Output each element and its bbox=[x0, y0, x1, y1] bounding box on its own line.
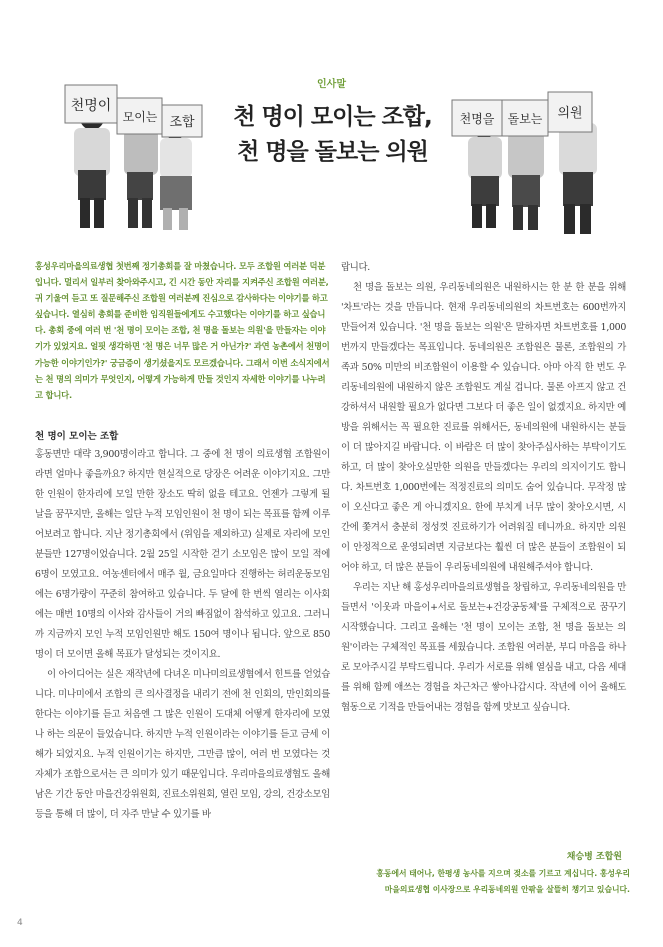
body-paragraph: 랍니다. bbox=[341, 262, 370, 273]
left-column bbox=[35, 445, 330, 825]
author-name: 채승병 조합원 bbox=[566, 852, 622, 862]
author-bio-line: 홍동에서 태어나, 한평생 농사를 지으며 젖소를 기르고 계십니다. 홍성우리 bbox=[376, 869, 630, 878]
headline-line-2: 천 명을 돌보는 의원 bbox=[237, 139, 428, 165]
sign-left-1 bbox=[65, 85, 117, 123]
body-paragraph: 우리는 지난 해 홍성우리마을의료생협을 창립하고, 우리동네의원을 만들면서 '이웃과 마을이+서로 돌보는+건강공동체'를 구체적으로 꿈꾸기 시작했습니다. 그리고 올해는 '천 명이 모이는 조합, 천 명을 돌보는 의원'이라는 구체적인 목표를 세웠습니다. 조합원 여러분, 부디 마음을 하나로 모아주시길 부탁드립니다. 우리가 서로를 위해 열심을 내고, 다음 세대를 위해 함께 애쓰는 경험을 차근차근 쌓아나갑시다. 작년에 이어 올해도 협동으로 기적을 만들어내는 경험을 함께 맛보고 싶습니다. bbox=[341, 582, 626, 713]
headline bbox=[195, 100, 470, 170]
sign-right-3-text: 의원 bbox=[557, 106, 583, 121]
sign-left-3-text: 조합 bbox=[169, 115, 195, 130]
body-paragraph: 홍동면만 대략 3,900명이라고 합니다. 그 중에 천 명이 의료생협 조합원이라면 얼마나 좋을까요? 하지만 현실적으로 당장은 어려운 이야기지요. 그만한 인원이 한자리에 모일 만한 장소도 딱히 없을 테고요. 언젠가 그렇게 될 날을 꿈꾸지만, 올해는 일단 누적 모임인원이 천 명이 되는 목표를 함께 이루어보려고 합니다. 지난 정기총회에서 (위임을 제외하고) 실제로 자리에 모인 분들만 127명이었습니다. 2월 25일 시작한 걷기 소모임은 많이 모일 적에 6명이 모였고요. 여농센터에서 매주 월, 금요일마다 진행하는 허리운동모임에는 6명가량이 꾸준히 참여하고 있습니다. 두 달에 한 번씩 열리는 이사회에는 매번 10명의 이사와 감사들이 거의 빠짐없이 참석하고 있고요. 그러니까 지금까지 모인 누적 모임인원만 해도 150여 명이나 됩니다. 앞으로 850명이 더 모이면 올해 목표가 달성되는 것이지요. bbox=[35, 449, 330, 660]
sign-right-2-text: 돌보는 bbox=[507, 112, 543, 126]
sign-left-2 bbox=[117, 98, 162, 134]
sign-right-3 bbox=[548, 92, 592, 132]
headline-line-1: 천 명이 모이는 조합, bbox=[233, 104, 432, 130]
author-bio-line: 마을의료생협 이사장으로 우리동네의원 안팎을 살뜰히 챙기고 있습니다. bbox=[384, 885, 630, 894]
sign-right-1-text: 천명을 bbox=[459, 112, 495, 126]
sign-right-2 bbox=[502, 100, 548, 136]
page-number: 4 bbox=[17, 918, 23, 928]
body-paragraph: 천 명을 돌보는 의원, 우리동네의원은 내원하시는 한 분 한 분을 위해 '차트'라는 것을 만듭니다. 현재 우리동네의원의 차트번호는 600번까지 만들어져 있습니다. '천 명을 돌보는 의원'은 말하자면 차트번호를 1,000번까지 만들겠다는 목표입니다. 동네의원은 조합원은 물론, 조합원의 가족과 50% 미만의 비조합원이 이용할 수 있습니다. 아마 아직 한 번도 우리동네의원에 내원하지 않은 조합원도 계실 겁니다. 물론 아프지 않고 건강하셔서 내원할 필요가 없다면 그보다 더 좋은 일이 없겠지요. 하지만 예방을 위해서는 꼭 필요한 진료를 위해서든, 동네의원에 내원하시는 분들이 더 많아지길 바랍니다. 이 바람은 더 많이 찾아주십사하는 부탁이기도 하고, 더 많이 찾아오실만한 의원을 만들겠다는 우리의 의지이기도 합니다. 차트번호 1,000번에는 적정진료의 의미도 숨어 있습니다. 무작정 많이 오신다고 좋은 게 아니겠지요. 한에 부치게 너무 많이 찾아오시면, 시간에 쫓겨서 충분히 정성껏 진료하기가 어려워질 테니까요. 하지만 의원이 안정적으로 운영되려면 지금보다는 훨씬 더 많은 분들이 조합원이 되어야 하고, 더 많은 분들이 우리동네의원에 내원해주셔야 합니다. bbox=[341, 282, 626, 573]
author-bio bbox=[340, 866, 630, 898]
intro-paragraph: 홍성우리마을의료생협 첫번째 정기총회를 잘 마쳤습니다. 모두 조합원 여러분 덕분입니다. 멀리서 일부러 찾아와주시고, 긴 시간 동안 자리를 지켜주신 조합원 여러분, 귀 기울여 듣고 또 질문해주신 조합원 여러분께 진심으로 감사하다는 이야기를 하고 싶습니다. 열심히 총회를 준비한 임직원들에게도 수고했다는 이야기를 하고 싶습니다. 총회 중에 여러 번 '천 명이 모이는 조합, 천 명을 돌보는 의원'을 만들자는 이야기가 있었지요. 얼핏 생각하면 '천 명은 너무 많은 거 아닌가?' 과연 농촌에서 천명이 가능한 이야기인가?' 궁금증이 생기셨을지도 모르겠습니다. 그래서 이번 소식지에서는 천 명의 의미가 무엇인지, 어떻게 가능하게 만들 것인지 자세한 이야기를 나누려고 합니다. bbox=[35, 261, 330, 400]
subheading: 천 명이 모이는 조합 bbox=[35, 431, 119, 442]
body-paragraph: 이 아이디어는 실은 재작년에 다녀온 미나미의료생협에서 힌트를 얻었습니다. 미나미에서 조합의 큰 의사결정을 내리기 전에 천 인회의, 만인회의를 한다는 이야기를 듣고 처음엔 그 많은 인원이 도대체 어떻게 한자리에 모였나 하는 의문이 들었습니다. 하지만 누적 인원이라는 이야기를 듣고 금세 이해가 되었지요. 누적 인원이기는 하지만, 그만큼 많이, 여러 번 모였다는 것 자체가 조합으로서는 큰 의미가 있기 때문입니다. 우리마을의료생협도 올해 남은 기간 동안 마을건강위원회, 진료소위원회, 열린 모임, 강의, 건강소모임 등을 통해 더 많이, 더 자주 만날 수 있기를 바 bbox=[35, 669, 330, 820]
sign-left-2-text: 모이는 bbox=[122, 110, 158, 124]
sign-left-1-text: 천명이 bbox=[70, 98, 112, 114]
right-column bbox=[341, 258, 626, 718]
section-tag: 인사말 bbox=[317, 79, 346, 90]
